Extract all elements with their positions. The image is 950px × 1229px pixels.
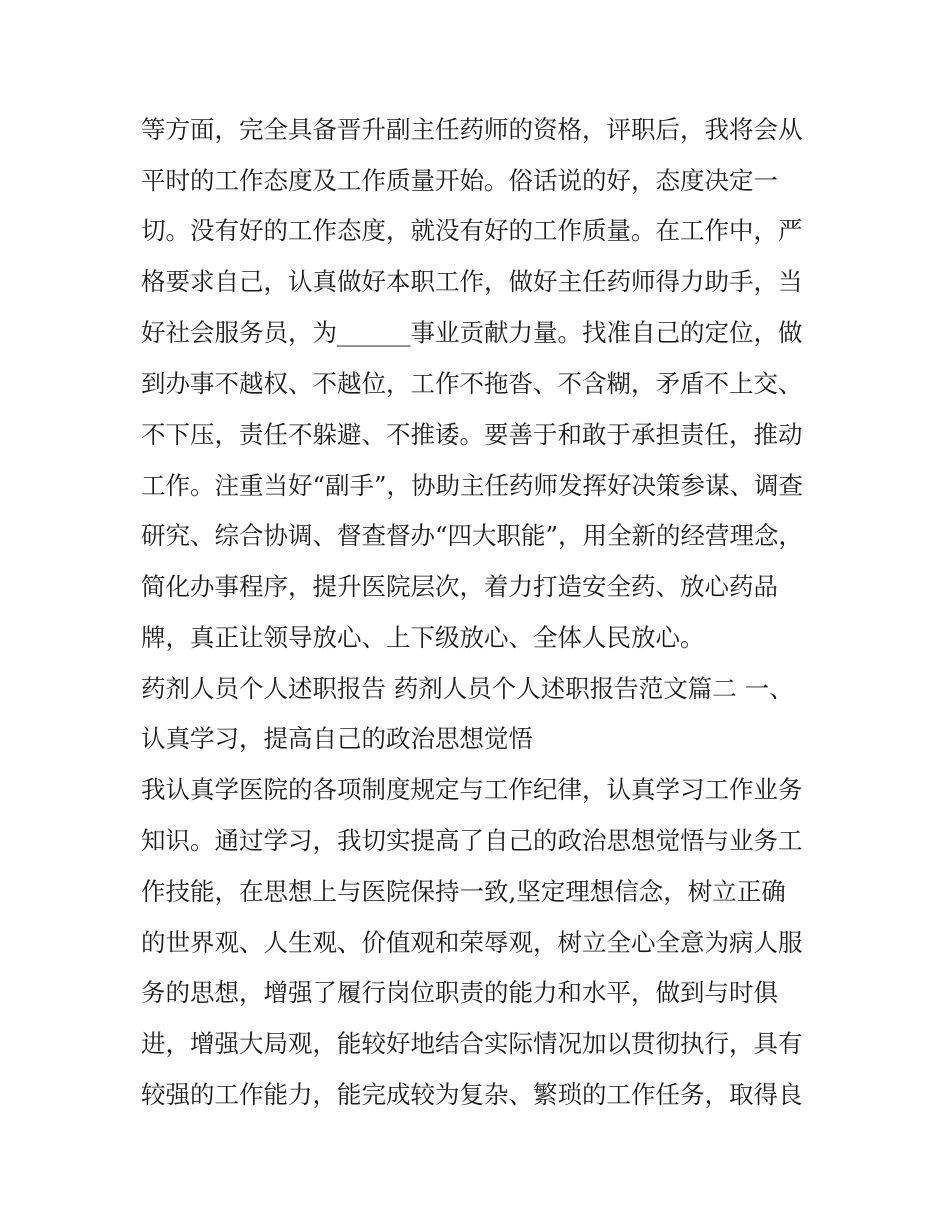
text-line: 我认真学医院的各项制度规定与工作纪律，认真学习工作业务 bbox=[141, 775, 803, 804]
text-line: 工作。注重当好“副手”，协助主任药师发挥好决策参谋、调查 bbox=[141, 471, 804, 500]
text-line: 等方面，完全具备晋升副主任药师的资格，评职后，我将会从 bbox=[141, 115, 803, 144]
text-line: 知识。通过学习，我切实提高了自己的政治思想觉悟与业务工 bbox=[141, 826, 803, 855]
text-line: 平时的工作态度及工作质量开始。俗话说的好，态度决定一 bbox=[141, 166, 778, 195]
text-line: 较强的工作能力，能完成较为复杂、繁琐的工作任务，取得良 bbox=[141, 1080, 803, 1109]
text-line: 切。没有好的工作态度，就没有好的工作质量。在工作中，严 bbox=[141, 216, 803, 245]
text-line: 的世界观、人生观、价值观和荣辱观，树立全心全意为病人服 bbox=[141, 928, 803, 957]
section-heading-line: 药剂人员个人述职报告 药剂人员个人述职报告范文篇二 一、 bbox=[141, 674, 794, 703]
text-line: 格要求自己，认真做好本职工作，做好主任药师得力助手，当 bbox=[141, 267, 803, 296]
text-line: 牌，真正让领导放心、上下级放心、全体人民放心。 bbox=[141, 623, 705, 652]
text-line: 务的思想，增强了履行岗位职责的能力和水平，做到与时俱 bbox=[141, 978, 778, 1007]
text-line: 到办事不越权、不越位，工作不拖沓、不含糊，矛盾不上交、 bbox=[141, 369, 803, 398]
text-line: 简化办事程序，提升医院层次，着力打造安全药、放心药品 bbox=[141, 572, 778, 601]
section-heading-line: 认真学习，提高自己的政治思想觉悟 bbox=[141, 724, 533, 753]
text-line: 进，增强大局观，能较好地结合实际情况加以贯彻执行，具有 bbox=[141, 1029, 803, 1058]
text-line: 作技能，在思想上与医院保持一致,坚定理想信念，树立正确 bbox=[141, 877, 786, 906]
text-line: 研究、综合协调、督查督办“四大职能”，用全新的经营理念， bbox=[141, 521, 804, 550]
text-line: 不下压，责任不躲避、不推诿。要善于和敢于承担责任，推动 bbox=[141, 420, 803, 449]
text-line: 好社会服务员，为______事业贡献力量。找准自己的定位，做 bbox=[141, 318, 803, 347]
